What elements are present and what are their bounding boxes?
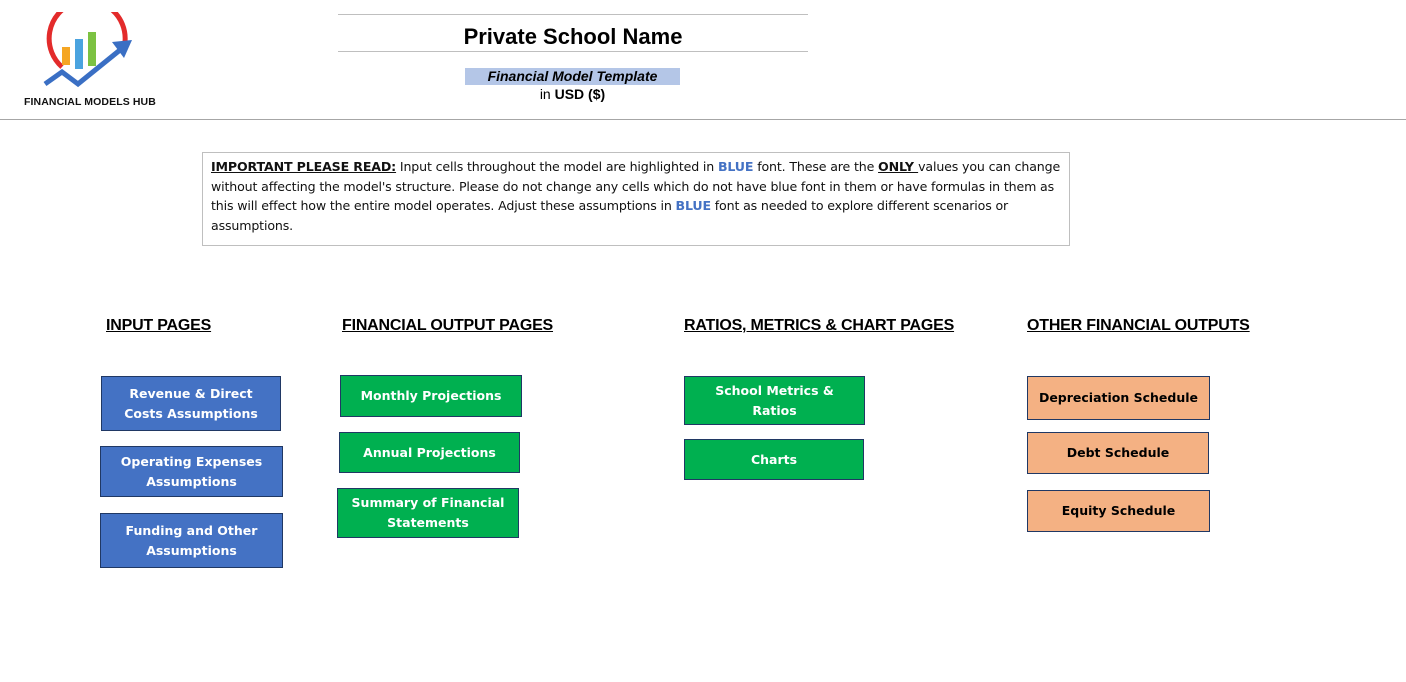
revenue-direct-costs-assumptions-button[interactable]: Revenue & Direct Costs Assumptions <box>101 376 281 431</box>
school-metrics-ratios-button[interactable]: School Metrics & Ratios <box>684 376 865 425</box>
section-title-input-pages: INPUT PAGES <box>106 317 212 334</box>
important-notice <box>202 152 1070 246</box>
charts-button[interactable]: Charts <box>684 439 864 480</box>
currency-prefix: in <box>539 86 551 102</box>
notice-blue-highlight: BLUE <box>717 159 754 174</box>
notice-label: IMPORTANT PLEASE READ: <box>211 159 397 174</box>
currency-label <box>465 85 680 103</box>
funding-other-assumptions-button[interactable]: Funding and Other Assumptions <box>100 513 283 568</box>
notice-text: font. These are the <box>753 159 879 174</box>
debt-schedule-button[interactable]: Debt Schedule <box>1027 432 1209 474</box>
header-divider <box>0 119 1406 120</box>
logo-chart-icon <box>40 12 155 97</box>
monthly-projections-button[interactable]: Monthly Projections <box>340 375 522 417</box>
financial-models-hub-logo <box>20 12 165 112</box>
equity-schedule-button[interactable]: Equity Schedule <box>1027 490 1210 532</box>
depreciation-schedule-button[interactable]: Depreciation Schedule <box>1027 376 1210 420</box>
notice-text: Input cells throughout the model are highlighted in <box>396 159 718 174</box>
notice-only-emphasis: ONLY <box>878 159 919 174</box>
annual-projections-button[interactable]: Annual Projections <box>339 432 520 473</box>
operating-expenses-assumptions-button[interactable]: Operating Expenses Assumptions <box>100 446 283 497</box>
currency-value: USD ($) <box>554 86 606 102</box>
notice-text: values you can change without affecting the model's structure. Please do not change any cells which do not have blue font in them or have formulas in them as this will effect how the entire model operates. Adjust these assumptions in <box>211 159 1061 214</box>
section-title-financial-output-pages: FINANCIAL OUTPUT PAGES <box>342 317 554 334</box>
section-title-other-financial-outputs: OTHER FINANCIAL OUTPUTS <box>1027 317 1250 334</box>
notice-blue-highlight: BLUE <box>675 198 711 214</box>
summary-financial-statements-button[interactable]: Summary of Financial Statements <box>337 488 519 538</box>
page-title: Private School Name <box>463 24 683 49</box>
logo-text: FINANCIAL MODELS HUB <box>24 96 156 108</box>
model-subtitle: Financial Model Template <box>465 68 680 85</box>
section-title-ratios-metrics-charts: RATIOS, METRICS & CHART PAGES <box>684 317 955 334</box>
notice-text: font as needed to explore different scenarios or assumptions. <box>211 198 1009 233</box>
title-top-border <box>338 14 808 15</box>
title-bottom-border <box>338 51 808 52</box>
